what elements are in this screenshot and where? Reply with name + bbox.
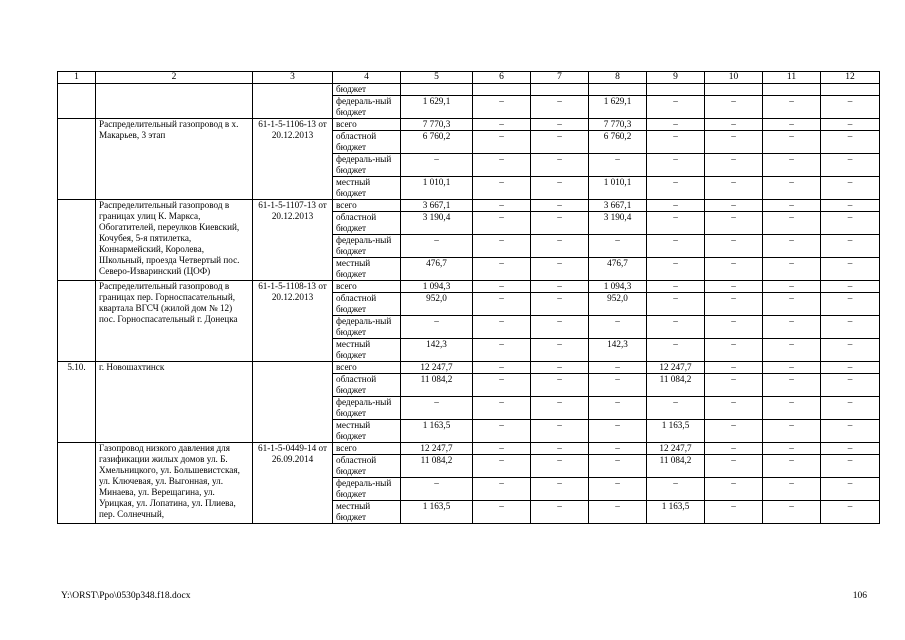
value-cell: – [763,281,821,293]
value-cell: – [589,374,647,397]
value-cell: – [821,293,880,316]
value-cell: – [473,119,531,131]
value-cell: – [705,258,763,281]
value-cell: – [647,293,705,316]
financing-source: местный бюджет [333,420,401,443]
value-cell: – [763,420,821,443]
value-cell: 7 770,3 [401,119,473,131]
value-cell: – [473,501,531,524]
value-cell: 3 667,1 [401,200,473,212]
financing-source: всего [333,443,401,455]
row-number [58,281,96,362]
value-cell: 3 190,4 [589,212,647,235]
value-cell: – [531,501,589,524]
value-cell: – [705,293,763,316]
value-cell: 1 163,5 [401,420,473,443]
table-row [58,119,880,131]
value-cell: – [531,212,589,235]
table-row [58,84,880,96]
value-cell: – [647,478,705,501]
value-cell: – [763,316,821,339]
value-cell: – [473,281,531,293]
value-cell: – [763,374,821,397]
value-cell: – [821,119,880,131]
object-name: Газопровод низкого давления для газификации жилых домов ул. Б. Хмельницкого, ул. Большевистская, ул. Ключевая, ул. Выгонная, ул. Минаева, ул. Верещагина, ул. Урицкая, ул. Лопатина, ул. Плиева, пер. Солнечный, [96,443,253,524]
value-cell: – [531,339,589,362]
value-cell: – [821,501,880,524]
value-cell: 142,3 [589,339,647,362]
program-table [57,71,880,524]
table-row [58,200,880,212]
value-cell: – [821,478,880,501]
object-code: 61-1-5-0449-14 от 26.09.2014 [253,443,333,524]
object-code: 61-1-5-1107-13 от 20.12.2013 [253,200,333,281]
financing-source: федераль-ный бюджет [333,235,401,258]
value-cell [473,84,531,96]
object-name: Распределительный газопровод в х. Макарьев, 3 этап [96,119,253,200]
object-name: Распределительный газопровод в границах пер. Горноспасательный, квартала ВГСЧ (жилой дом № 12) пос. Горноспасательный г. Донецка [96,281,253,362]
value-cell: – [647,316,705,339]
row-number [58,84,96,119]
value-cell: – [821,200,880,212]
value-cell: 3 190,4 [401,212,473,235]
row-number [58,443,96,524]
value-cell: 1 010,1 [589,177,647,200]
value-cell [647,84,705,96]
value-cell: – [763,443,821,455]
financing-source: федераль-ный бюджет [333,96,401,119]
financing-source: областной бюджет [333,131,401,154]
value-cell: – [821,455,880,478]
value-cell: 11 084,2 [647,455,705,478]
row-number [58,119,96,200]
value-cell: – [705,200,763,212]
value-cell: – [763,200,821,212]
object-name [96,84,253,119]
value-cell: – [531,316,589,339]
value-cell: – [473,235,531,258]
value-cell: – [705,131,763,154]
financing-source: федераль-ный бюджет [333,316,401,339]
value-cell: 7 770,3 [589,119,647,131]
table-row [58,443,880,455]
value-cell: – [531,281,589,293]
value-cell: – [589,154,647,177]
value-cell: – [821,235,880,258]
value-cell: – [589,443,647,455]
value-cell: – [763,293,821,316]
value-cell: – [531,455,589,478]
value-cell: – [589,316,647,339]
value-cell: – [473,420,531,443]
value-cell: – [531,443,589,455]
col-num: 9 [647,72,705,84]
value-cell: 142,3 [401,339,473,362]
value-cell: – [531,478,589,501]
financing-source: всего [333,281,401,293]
value-cell: 952,0 [401,293,473,316]
value-cell: – [473,154,531,177]
value-cell: 6 760,2 [589,131,647,154]
value-cell: – [763,501,821,524]
financing-source: всего [333,119,401,131]
object-code [253,84,333,119]
value-cell: – [705,235,763,258]
col-num: 4 [333,72,401,84]
table-row [58,281,880,293]
col-num: 7 [531,72,589,84]
col-num: 1 [58,72,96,84]
value-cell: – [531,177,589,200]
value-cell: 952,0 [589,293,647,316]
value-cell: – [705,154,763,177]
value-cell: 1 629,1 [589,96,647,119]
value-cell: – [705,177,763,200]
value-cell: – [531,200,589,212]
value-cell: – [473,212,531,235]
value-cell: – [821,339,880,362]
value-cell: – [647,235,705,258]
value-cell: – [705,420,763,443]
value-cell: – [821,154,880,177]
value-cell: – [473,258,531,281]
object-code: 61-1-5-1108-13 от 20.12.2013 [253,281,333,362]
value-cell: – [531,131,589,154]
col-num: 6 [473,72,531,84]
financing-source: областной бюджет [333,212,401,235]
value-cell: – [705,478,763,501]
value-cell: – [589,397,647,420]
value-cell: – [401,478,473,501]
value-cell: – [647,212,705,235]
financing-source: областной бюджет [333,293,401,316]
value-cell: – [531,154,589,177]
value-cell: 11 084,2 [647,374,705,397]
value-cell: – [647,397,705,420]
value-cell: – [531,293,589,316]
value-cell: – [821,316,880,339]
value-cell: – [647,339,705,362]
value-cell: – [531,420,589,443]
value-cell: – [705,96,763,119]
value-cell: – [473,455,531,478]
value-cell: – [473,316,531,339]
col-num: 10 [705,72,763,84]
value-cell: – [647,281,705,293]
value-cell: – [763,258,821,281]
col-num: 11 [763,72,821,84]
col-num: 3 [253,72,333,84]
value-cell: 1 163,5 [647,420,705,443]
value-cell [589,84,647,96]
financing-source: федераль-ный бюджет [333,478,401,501]
value-cell: – [401,316,473,339]
value-cell: – [821,374,880,397]
value-cell: – [647,258,705,281]
value-cell: 12 247,7 [647,362,705,374]
value-cell: – [473,339,531,362]
value-cell: – [531,119,589,131]
value-cell: – [705,455,763,478]
col-num: 12 [821,72,880,84]
column-number-row [58,72,880,84]
value-cell: 476,7 [589,258,647,281]
financing-source: всего [333,362,401,374]
value-cell: – [705,316,763,339]
value-cell: – [705,212,763,235]
value-cell: – [763,119,821,131]
value-cell: – [763,478,821,501]
value-cell: – [705,281,763,293]
row-number: 5.10. [58,362,96,443]
value-cell: – [473,96,531,119]
value-cell [531,84,589,96]
value-cell: – [531,258,589,281]
value-cell: – [473,200,531,212]
value-cell: – [705,397,763,420]
value-cell: – [401,235,473,258]
value-cell: – [763,177,821,200]
value-cell: – [821,362,880,374]
col-num: 2 [96,72,253,84]
value-cell: 1 629,1 [401,96,473,119]
value-cell: – [589,501,647,524]
value-cell: – [763,154,821,177]
value-cell: 12 247,7 [401,362,473,374]
value-cell: – [821,177,880,200]
value-cell: – [647,200,705,212]
value-cell: – [763,235,821,258]
value-cell: – [473,293,531,316]
value-cell: – [763,131,821,154]
value-cell: 1 163,5 [647,501,705,524]
value-cell: – [763,397,821,420]
page-number: 106 [852,591,867,601]
value-cell: – [763,96,821,119]
value-cell [401,84,473,96]
value-cell: 12 247,7 [647,443,705,455]
value-cell: – [473,443,531,455]
value-cell: – [647,96,705,119]
object-name: Распределительный газопровод в границах улиц К. Маркса, Обогатителей, переулков Киевский, Кочубея, 5-я пятилетка, Коннармейский, Королева, Школьный, проезда Четвертый пос. Северо-Изваринский (ЦОФ) [96,200,253,281]
value-cell: – [473,397,531,420]
value-cell: 1 094,3 [401,281,473,293]
value-cell: – [821,96,880,119]
financing-source: местный бюджет [333,177,401,200]
value-cell: 476,7 [401,258,473,281]
value-cell: – [647,154,705,177]
value-cell [705,84,763,96]
value-cell: 11 084,2 [401,374,473,397]
value-cell: – [705,119,763,131]
object-code [253,362,333,443]
financing-source: всего [333,200,401,212]
financing-source: бюджет [333,84,401,96]
value-cell: 6 760,2 [401,131,473,154]
value-cell: – [531,397,589,420]
value-cell: – [531,374,589,397]
object-name: г. Новошахтинск [96,362,253,443]
object-code: 61-1-5-1106-13 от 20.12.2013 [253,119,333,200]
financing-source: местный бюджет [333,501,401,524]
value-cell: 12 247,7 [401,443,473,455]
value-cell: – [531,235,589,258]
value-cell: – [763,339,821,362]
financing-source: местный бюджет [333,339,401,362]
value-cell [821,84,880,96]
value-cell: – [531,362,589,374]
financing-source: федераль-ный бюджет [333,397,401,420]
col-num: 5 [401,72,473,84]
value-cell: – [473,362,531,374]
value-cell: – [473,374,531,397]
value-cell: – [821,397,880,420]
value-cell: – [473,131,531,154]
value-cell: – [473,177,531,200]
value-cell: – [763,455,821,478]
value-cell: – [821,420,880,443]
value-cell: – [589,420,647,443]
value-cell: – [821,212,880,235]
financing-source: федераль-ный бюджет [333,154,401,177]
value-cell: 1 010,1 [401,177,473,200]
value-cell: – [705,339,763,362]
value-cell: – [763,362,821,374]
value-cell: 11 084,2 [401,455,473,478]
value-cell: – [647,131,705,154]
value-cell: – [531,96,589,119]
row-number [58,200,96,281]
value-cell: – [589,478,647,501]
value-cell: – [821,281,880,293]
value-cell: – [705,374,763,397]
value-cell: 3 667,1 [589,200,647,212]
value-cell: – [763,212,821,235]
value-cell: 1 163,5 [401,501,473,524]
value-cell: – [647,177,705,200]
value-cell: – [401,397,473,420]
document-path: Y:\ORST\Ppo\0530p348.f18.docx [61,591,191,601]
value-cell: – [821,258,880,281]
value-cell: – [589,362,647,374]
col-num: 8 [589,72,647,84]
value-cell: – [473,478,531,501]
value-cell [763,84,821,96]
table-row [58,362,880,374]
value-cell: – [705,501,763,524]
financing-source: областной бюджет [333,455,401,478]
value-cell: – [589,455,647,478]
value-cell: – [705,362,763,374]
value-cell: – [821,131,880,154]
value-cell: – [401,154,473,177]
financing-source: местный бюджет [333,258,401,281]
financing-source: областной бюджет [333,374,401,397]
value-cell: – [705,443,763,455]
value-cell: 1 094,3 [589,281,647,293]
value-cell: – [647,119,705,131]
value-cell: – [589,235,647,258]
value-cell: – [821,443,880,455]
